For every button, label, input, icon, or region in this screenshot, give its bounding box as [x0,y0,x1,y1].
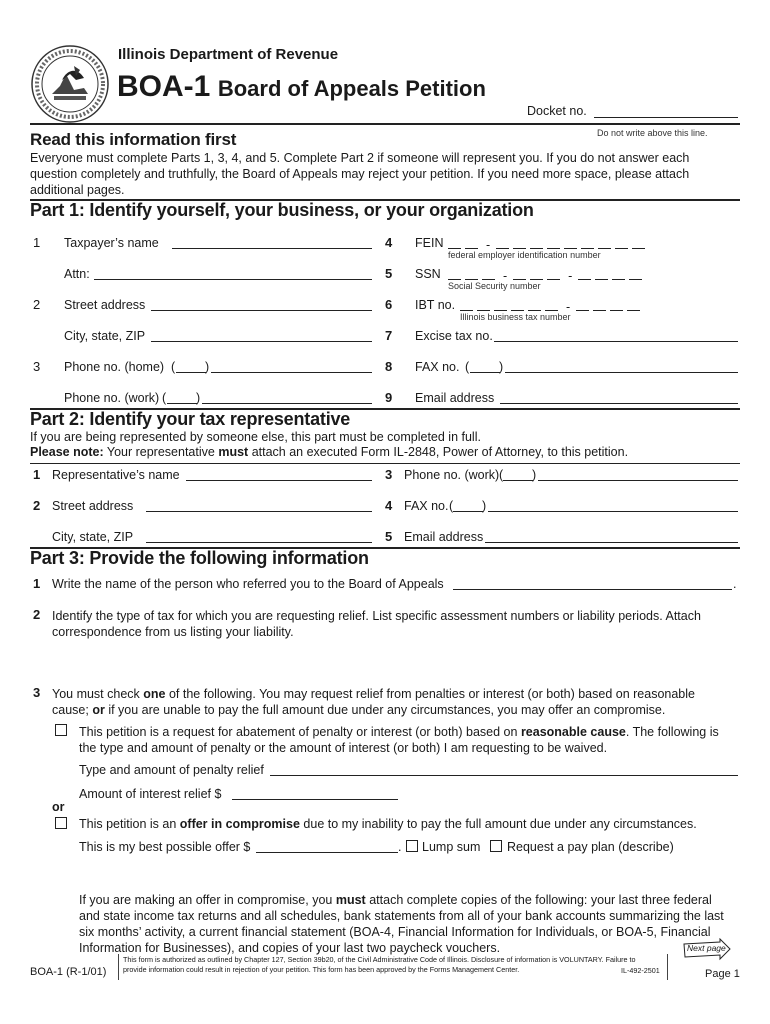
docket-field[interactable] [594,117,738,118]
ssn-hyphen-2: - [568,269,573,283]
q3-post: of the following. You may request relief from penalties or interest (or both) based on reasonable [168,687,695,701]
fax-close-paren: ) [499,360,504,374]
phone-home-open-paren: ( [171,360,176,374]
offer-field[interactable] [256,852,398,853]
part2-note-must: must [218,445,249,459]
part3-heading: Part 3: Provide the following information [30,548,369,568]
phone-home-close-paren: ) [205,360,210,374]
part2-heading: Part 2: Identify your tax representative [30,409,351,429]
form-title-line [117,70,486,104]
ibt-sublabel: Illinois business tax number [460,312,571,322]
q3b-or: or [92,703,105,717]
rep-fax-field[interactable] [488,511,738,512]
seal-icon [30,44,110,124]
q2-line-1: Identify the type of tax for which you are requesting relief. List specific assessment numbers or liability periods. Attach [52,609,701,623]
q3-one: one [143,687,166,701]
option1-line-1 [79,724,744,740]
opt1-bold: reasonable cause [520,725,626,739]
part2-num-3: 3 [385,467,393,482]
city-field[interactable] [151,341,372,342]
page-number: Page 1 [705,968,740,980]
form-code: BOA-1 [117,70,211,103]
phone-work-open-paren: ( [162,391,167,405]
phone-home-field[interactable] [211,372,372,373]
il-form-code: IL-492-2501 [621,966,660,975]
option2-text [79,817,697,831]
interest-relief-label: Amount of interest relief $ [79,787,222,801]
fein-label: FEIN [415,236,444,250]
phone-work-field[interactable] [202,403,372,404]
header-rule [30,123,740,125]
attach-post: attach complete copies of the following: your last three federal [369,893,712,907]
legal-box [118,954,668,980]
ibt-label: IBT no. [415,298,456,312]
email-field[interactable] [500,403,738,404]
next-page-button[interactable] [682,938,732,962]
offer-label: This is my best possible offer $ [79,840,251,854]
part1-num-4: 4 [385,235,393,250]
q3-line-2 [52,702,742,718]
opt2-post: due to my inability to pay the full amount due under any circumstances. [303,817,697,831]
q3b-post: if you are unable to pay the full amount due under any circumstances, you may offer an compromise. [108,703,666,717]
ssn-hyphen-1: - [503,269,508,283]
state-seal [30,44,110,124]
phone-work-area-field[interactable] [167,403,197,404]
excise-field[interactable] [494,341,738,342]
q1-label: Write the name of the person who referred you to the Board of Appeals [52,577,444,591]
option1-line-2: the type and amount of penalty or the amount of interest (or both) I am requesting to be waived. [79,741,608,755]
city-label: City, state, ZIP [64,329,146,343]
offer-in-compromise-checkbox[interactable] [55,817,67,829]
fax-area-field[interactable] [470,372,500,373]
street-label: Street address [64,298,146,312]
legal-line-2: provide information could result in rejection of your petition. This form has been approved by the Forms Management Center. [123,965,520,974]
intro-line-1: Everyone must complete Parts 1, 3, 4, and 5. Complete Part 2 if someone will represent you. If you do not answer each [30,151,690,165]
offer-period: . [398,840,402,854]
or-label: or [52,800,65,814]
rep-phone-open-paren: ( [499,468,504,482]
q3-line-1 [52,686,742,702]
intro-text [30,150,740,198]
rep-name-field[interactable] [186,480,372,481]
ibt-hyphen: - [566,300,571,314]
street-field[interactable] [151,310,372,311]
intro-line-3: additional pages. [30,183,125,197]
part1-num-8: 8 [385,359,393,374]
part1-num-3: 3 [33,359,41,374]
email-label: Email address [415,391,495,405]
agency-name: Illinois Department of Revenue [118,46,339,63]
lump-sum-checkbox[interactable] [406,840,418,852]
part3-num-1: 1 [33,576,41,591]
taxpayer-name-label: Taxpayer’s name [64,236,159,250]
form-revision: BOA-1 (R-1/01) [30,966,107,978]
attachment-instructions [79,892,744,956]
docket-label: Docket no. [527,104,587,118]
part3-num-3: 3 [33,685,41,700]
docket-note: Do not write above this line. [597,128,708,138]
opt2-pre: This petition is an [79,817,177,831]
q1-period: . [733,577,737,591]
rep-phone-field[interactable] [538,480,738,481]
part1-num-5: 5 [385,266,393,281]
penalty-relief-field[interactable] [270,775,738,776]
part1-num-1: 1 [33,235,41,250]
pay-plan-checkbox[interactable] [490,840,502,852]
pay-plan-label: Request a pay plan (describe) [507,840,674,854]
rep-city-label: City, state, ZIP [52,530,134,544]
rep-email-field[interactable] [485,542,738,543]
interest-relief-field[interactable] [232,799,398,800]
rep-fax-close-paren: ) [482,499,487,513]
form-title: Board of Appeals Petition [217,76,486,101]
rep-fax-open-paren: ( [449,499,454,513]
attach-line-2: and state income tax returns and all schedules, bank statements from all of your bank accounts summarizing the last [79,909,724,923]
intro-heading: Read this information first [30,130,237,149]
attach-line-3: six months’ activity, a current financial statement (BOA-4, Financial Information for Individuals, or BOA-5, Financial [79,925,711,939]
taxpayer-name-field[interactable] [172,248,372,249]
tax-type-answer-area[interactable] [52,642,740,680]
rep-fax-label: FAX no. [404,499,449,513]
rep-phone-close-paren: ) [532,468,537,482]
attach-pre: If you are making an offer in compromise, you [79,893,333,907]
rep-street-label: Street address [52,499,134,513]
part1-num-2: 2 [33,297,41,312]
phone-work-close-paren: ) [196,391,201,405]
part2-divider [30,463,740,464]
part2-num-2: 2 [33,498,41,513]
rep-fax-area-field[interactable] [453,511,483,512]
part3-num-2: 2 [33,607,41,622]
q3-text [52,686,742,718]
part2-note-label: Please note: [30,445,104,459]
attach-line-4: Information for Businesses), and copies of your last two paycheck vouchers. [79,941,501,955]
part2-note-post: attach an executed Form IL-2848, Power of Attorney, to this petition. [251,445,629,459]
legal-line-1: This form is authorized as outlined by Chapter 127, Section 39b20, of the Civil Administrative Code of Illinois. Disclosure of information is VOLUNTARY. Failure to [123,955,636,964]
rep-street-field[interactable] [146,511,372,512]
excise-label: Excise tax no. [415,329,493,343]
fein-hyphen: - [486,238,491,252]
part2-num-4: 4 [385,498,393,513]
ssn-label: SSN [415,267,441,281]
part2-note-pre: Your representative [106,445,215,459]
rep-name-label: Representative’s name [52,468,180,482]
attn-field[interactable] [94,279,372,280]
attach-line-1 [79,892,744,908]
part1-num-7: 7 [385,328,393,343]
intro-line-2: question completely and truthfully, the Board of Appeals may reject your petition. If you need more space, please attach [30,167,690,181]
phone-home-area-field[interactable] [176,372,206,373]
fax-open-paren: ( [465,360,470,374]
penalty-relief-label: Type and amount of penalty relief [79,763,264,777]
part2-line-1: If you are being represented by someone else, this part must be completed in full. [30,430,481,444]
fein-sublabel: federal employer identification number [448,250,601,260]
part1-num-9: 9 [385,390,393,405]
referrer-field[interactable] [453,589,732,590]
part1-num-6: 6 [385,297,393,312]
lump-sum-label: Lump sum [422,840,481,854]
part2-note [30,445,628,459]
part2-num-1: 1 [33,467,41,482]
attach-must: must [335,893,366,907]
rep-phone-area-field[interactable] [503,480,533,481]
opt2-bold: offer in compromise [179,817,300,831]
fax-field[interactable] [505,372,738,373]
q3b-pre: cause; [52,703,89,717]
next-page-label: Next page [687,943,726,953]
rep-city-field[interactable] [146,542,372,543]
ssn-sublabel: Social Security number [448,281,541,291]
phone-home-label: Phone no. (home) [64,360,165,374]
reasonable-cause-checkbox[interactable] [55,724,67,736]
opt1-pre: This petition is a request for abatement of penalty or interest (or both) based on [79,725,518,739]
attn-label: Attn: [64,267,90,281]
option1-text [79,724,744,756]
part1-heading: Part 1: Identify yourself, your business, or your organization [30,200,534,220]
fax-label: FAX no. [415,360,460,374]
q3-pre: You must check [52,687,140,701]
rep-email-label: Email address [404,530,484,544]
q2-line-2: correspondence from us listing your liability. [52,625,294,639]
part2-num-5: 5 [385,529,393,544]
q2-text [52,608,742,640]
phone-work-label: Phone no. (work) [64,391,160,405]
opt1-post: . The following is [625,725,719,739]
rep-phone-label: Phone no. (work) [404,468,500,482]
